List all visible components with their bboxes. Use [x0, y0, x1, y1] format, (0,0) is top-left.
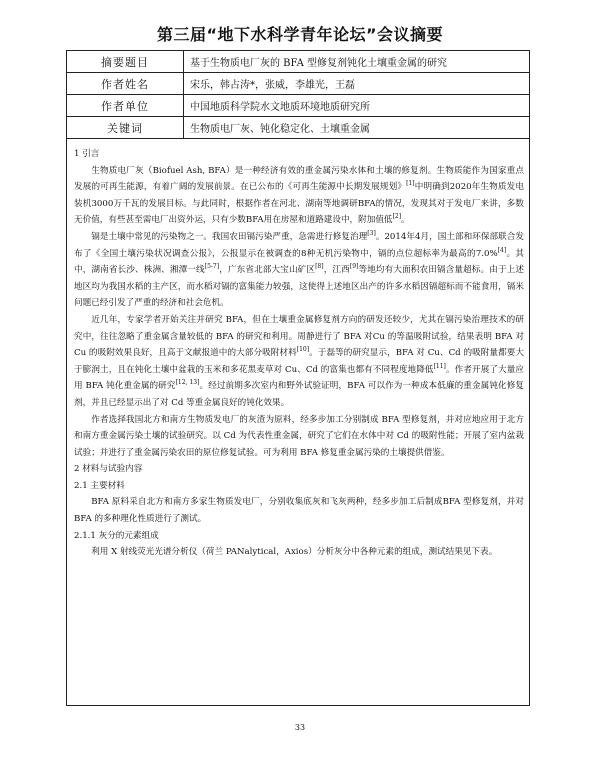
text-run: 。于磊等的研究显示，BFA 对 Cu、Cd 的吸附量都要大于膨润土，且在钝化土壤中盆栽的玉米和多花黑麦草对 Cu、Cd 的富集也都有不同程度地降低 [74, 348, 524, 375]
table-row [67, 51, 530, 73]
text-run: ，江西 [323, 265, 350, 276]
paragraph-intro-3 [74, 312, 524, 412]
citation: [12, 13] [175, 379, 200, 387]
table-row [67, 73, 530, 95]
meta-value-authors: 宋乐，韩占涛*，张威，李雄光，王磊 [184, 73, 530, 95]
section-heading-main-materials: 2.1 主要材料 [74, 480, 125, 491]
text-run: 镉是土壤中常见的污染物之一。我国农田镉污染严重，急需进行修复治理 [91, 231, 368, 242]
text-run: 。经过前期多次室内和野外试验证明，BFA 可以作为一种成本低廉的重金属钝化修复剂，并且已经显示出了对 Cd 等重金属良好的钝化效果。 [74, 381, 524, 408]
text-run: 。 [401, 215, 410, 226]
citation: [10] [296, 346, 310, 354]
meta-key-affiliation: 作者单位 [67, 95, 184, 117]
meta-value-affiliation: 中国地质科学院水文地质环境地质研究所 [184, 95, 530, 117]
section-heading-ash-composition: 2.1.1 灰分的元素组成 [74, 530, 159, 541]
paragraph-xrf: 利用 X 射线荧光光谱分析仪（荷兰 PANalytical，Axios）分析灰分中各种元素的组成，测试结果见下表。 [91, 547, 498, 558]
meta-value-title: 基于生物质电厂灰的 BFA 型修复剂钝化土壤重金属的研究 [184, 51, 530, 73]
citation: [1] [406, 180, 415, 188]
table-row [67, 117, 530, 139]
paragraph-intro-2 [74, 229, 524, 312]
citation: [4] [497, 246, 507, 254]
page-title: 第三届“地下水科学青年论坛”会议摘要 [156, 25, 444, 44]
paragraph-intro-4: 作者选择我国北方和南方生物质发电厂的灰渣为原料，经多步加工分别制成 BFA 型修复剂，并对应地应用于北方和南方重金属污染土壤的试验研究。以 Cd 为代表性重金属，研究了它们在水体中对 Cd 的吸附性能；开展了室内盆栽试验；并进行了重金属污染农田的原位修复试验。可为利用 BFA 修复重金属污染的土壤提供借鉴。 [74, 414, 524, 458]
meta-key-keywords: 关键词 [67, 117, 184, 139]
text-run: 。其中，湖南省长沙、株洲、湘潭一线 [74, 248, 524, 276]
abstract-body [74, 146, 524, 561]
citation: [2] [392, 213, 402, 221]
citation: [8] [315, 263, 324, 271]
text-run: 近几年，专家学者开始关注并研究 BFA，但在土壤重金属修复剂方向的研发还较少，尤其在镉污染治理技术的研究中，往往忽略了重金属含量较低的 BFA 的研究和利用。周静进行了 BFA 对Cu 的等温吸附试验，结果表明 BFA 对 Cu 的吸附效果良好，且高于文献报道中的大部分吸附材料 [74, 314, 524, 359]
section-heading-intro: 1 引言 [74, 149, 100, 159]
text-run: ，广东省北部大宝山矿区 [219, 265, 316, 276]
table-row [67, 95, 530, 117]
text-run: 。2014年4月，国土部和环保部联合发布了《全国土壤污染状况调查公报》，公报显示在被调查的8种无机污染物中，镉的点位超标率为最高的7.0% [74, 231, 524, 259]
citation: [3] [367, 230, 376, 238]
meta-key-title: 摘要题目 [67, 51, 184, 73]
paragraph-intro-1 [74, 163, 524, 229]
text-run: 中明确到2020年生物质发电装机3000万千瓦的发展目标。与此同时，根据作者在河北、湖南等地调研BFA的情况，发现其对于发电厂来讲，多数无价值，有些甚至需电厂出资外运，只有少数BFA用在房屋和道路建设中，附加值低 [74, 182, 524, 226]
text-run: 等地均有大面积农田镉含量超标。由于上述地区均为我国水稻的主产区，而水稻对镉的富集能力较强，这使得上述地区出产的许多水稻因镉超标而不能食用，镉米问题已经引发了严重的经济和社会危机。 [74, 265, 524, 309]
meta-key-authors: 作者姓名 [67, 73, 184, 95]
meta-value-keywords: 生物质电厂灰、钝化稳定化、土壤重金属 [184, 117, 530, 139]
citation: [11] [433, 362, 446, 370]
section-heading-materials: 2 材料与试验内容 [74, 464, 143, 475]
citation: [5-7] [204, 263, 220, 271]
citation: [9] [349, 263, 359, 271]
page-number: 33 [294, 723, 306, 732]
abstract-meta-table [66, 50, 530, 139]
paragraph-materials: BFA 原料采自北方和南方多家生物质发电厂，分别收集底灰和飞灰两种，经多步加工后制成BFA 型修复剂，并对 BFA 的多种理化性质进行了测试。 [74, 497, 524, 525]
text-run: 生物质电厂灰（Biofuel Ash, BFA）是一种经济有效的重金属污染水体和土壤的修复剂。生物质能作为国家重点发展的可再生能源，有着广阔的发展前景。在已公布的《可再生能源中长期发展规划》 [74, 165, 524, 193]
text-run: 。作者开展了大量应用 BFA 钝化重金属的研究 [74, 364, 524, 392]
